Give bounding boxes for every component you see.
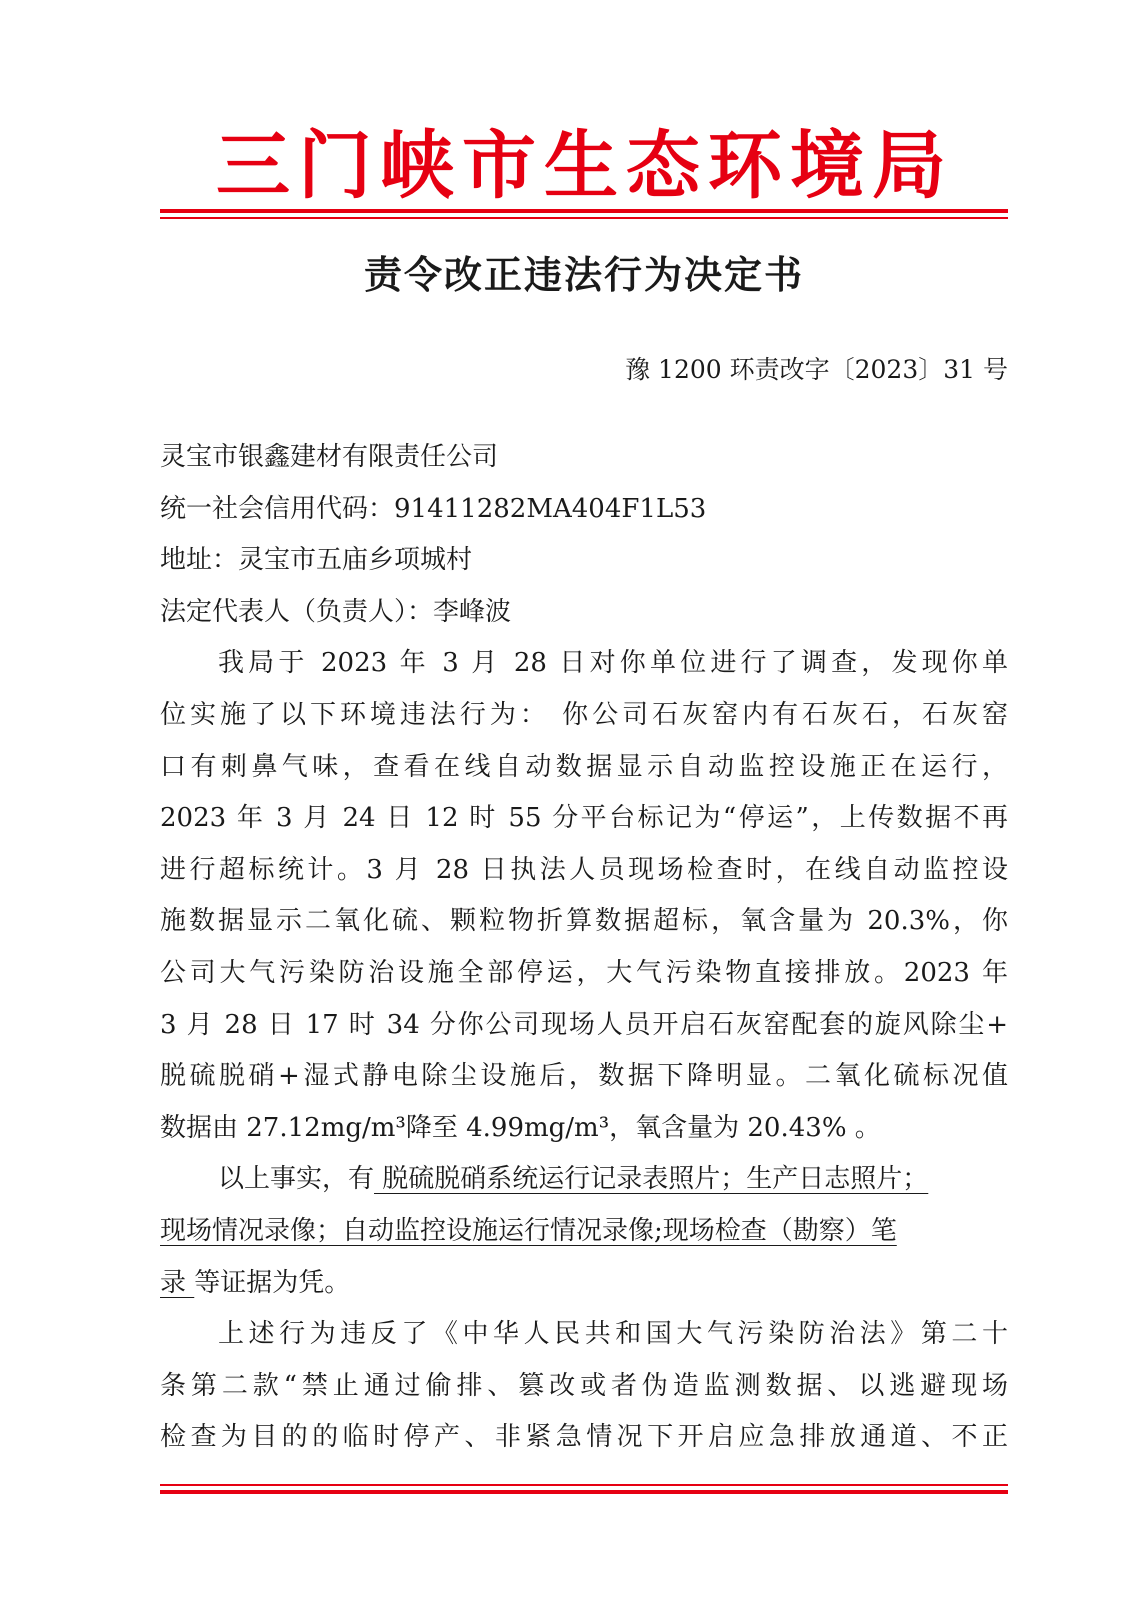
document-body — [160, 432, 1008, 1464]
paragraph-line: 数据由 27.12mg/m³降至 4.99mg/m³，氧含量为 20.43% 。 — [160, 1112, 881, 1143]
paragraph-line: 我局于 2023 年 3 月 28 日对你单位进行了调查，发现你单 — [218, 648, 1008, 679]
evidence-line — [160, 1154, 1008, 1206]
paragraph-line: 脱硫脱硝+湿式静电除尘设施后，数据下降明显。二氧化硫标况值 — [160, 1061, 1008, 1092]
paragraph-line: 位实施了以下环境违法行为： 你公司石灰窑内有石灰石，石灰窑 — [160, 699, 1008, 730]
document-number: 豫 1200 环责改字〔2023〕31 号 — [625, 355, 1008, 384]
header-rule-thick — [160, 209, 1008, 213]
evidence-line — [160, 1258, 1008, 1310]
paragraph-line: 口有刺鼻气味，查看在线自动数据显示自动监控设施正在运行， — [160, 751, 1008, 782]
party-name: 灵宝市银鑫建材有限责任公司 — [160, 442, 499, 472]
agency-name: 三门峡市生态环境局 — [216, 123, 954, 209]
party-credit-code: 统一社会信用代码：91411282MA404F1L53 — [160, 493, 707, 524]
paragraph-line: 施数据显示二氧化硫、颗粒物折算数据超标，氧含量为 20.3%，你 — [160, 906, 1008, 937]
document-title: 责令改正违法行为决定书 — [363, 252, 804, 297]
evidence-list: 脱硫脱硝系统运行记录表照片；生产日志照片； — [374, 1164, 929, 1195]
evidence-tail: 等证据为凭。 — [194, 1267, 351, 1298]
evidence-line — [160, 1206, 1008, 1258]
party-address: 地址：灵宝市五庙乡项城村 — [160, 545, 473, 576]
footer-rule-thin — [160, 1484, 1008, 1486]
evidence-list: 现场情况录像；自动监控设施运行情况录像;现场检查（勘察）笔 — [160, 1215, 897, 1246]
evidence-list: 录 — [160, 1267, 195, 1298]
footer-rule-thick — [160, 1490, 1008, 1494]
party-representative: 法定代表人（负责人）：李峰波 — [160, 596, 512, 627]
paragraph-line: 进行超标统计。3 月 28 日执法人员现场检查时，在线自动监控设 — [160, 854, 1008, 885]
paragraph-line: 3 月 28 日 17 时 34 分你公司现场人员开启石灰窑配套的旋风除尘+ — [160, 1009, 1008, 1040]
paragraph-line: 检查为目的的临时停产、非紧急情况下开启应急排放通道、不正 — [160, 1422, 1008, 1453]
evidence-lead: 以上事实，有 — [218, 1164, 375, 1195]
paragraph-line: 条第二款“禁止通过偷排、篡改或者伪造监测数据、以逃避现场 — [160, 1370, 1008, 1401]
paragraph-line: 上述行为违反了《中华人民共和国大气污染防治法》第二十 — [218, 1319, 1008, 1350]
paragraph-line: 2023 年 3 月 24 日 12 时 55 分平台标记为“停运”，上传数据不再 — [160, 803, 1008, 834]
paragraph-line: 公司大气污染防治设施全部停运，大气污染物直接排放。2023 年 — [160, 957, 1008, 988]
header-rule-thin — [160, 217, 1008, 219]
